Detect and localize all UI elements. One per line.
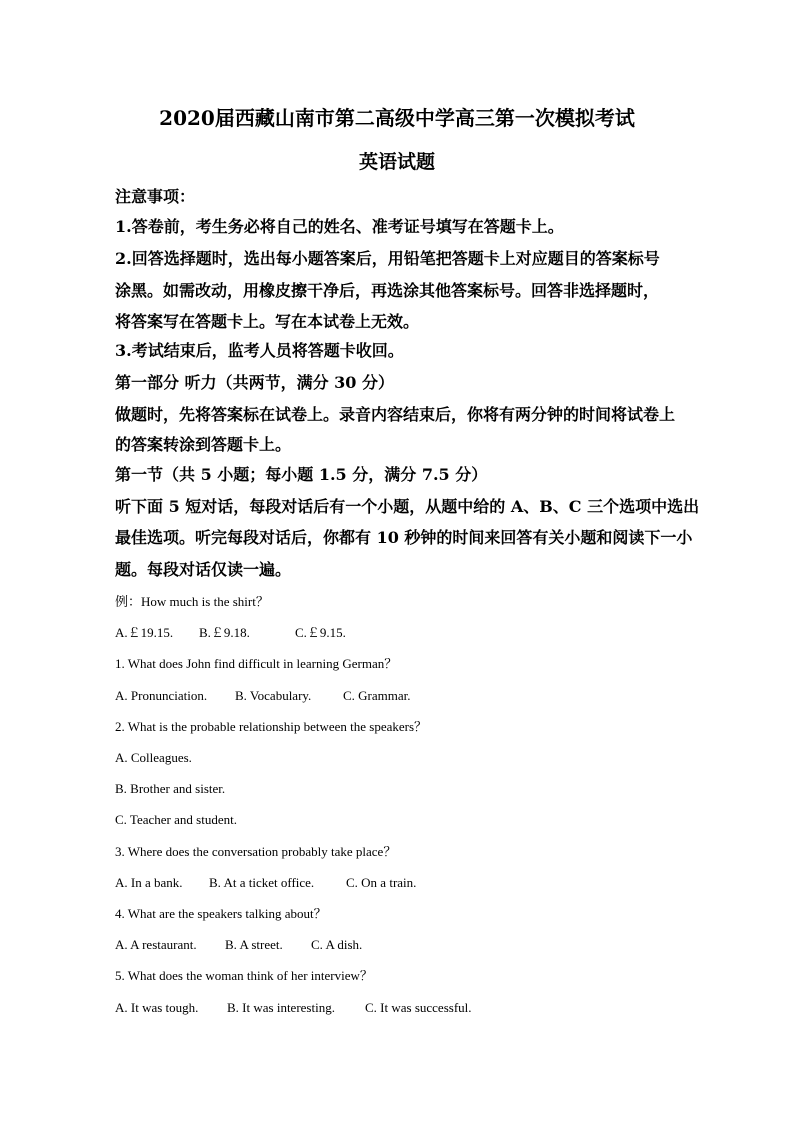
question-2-option-a: A. Colleagues. <box>115 750 192 765</box>
question-2-option-c: C. Teacher and student. <box>115 812 237 827</box>
question-3: 3. Where does the conversation probably take place？ <box>115 844 397 859</box>
option-b: B. At a ticket office. <box>209 875 315 890</box>
question-1: 1. What does John find difficult in learning German？ <box>115 656 398 671</box>
question-5-options <box>115 999 695 1017</box>
option-b: B. Vocabulary. <box>235 688 312 703</box>
question-3-options <box>115 874 695 892</box>
section1-intro-line: 听下面 5 短对话，每段对话后有一个小题，从题中给的 A、B、C 三个选项中选出 <box>115 497 700 516</box>
option-a: A.￡19.15. <box>115 625 174 640</box>
example-question: 例：How much is the shirt？ <box>115 594 269 609</box>
section1-intro-line: 最佳选项。听完每段对话后，你都有 10 秒钟的时间来回答有关小题和阅读下一小 <box>115 528 693 547</box>
option-a: A. It was tough. <box>115 1000 199 1015</box>
option-c: C. It was successful. <box>365 1000 472 1015</box>
option-c: C. Grammar. <box>343 688 411 703</box>
option-b: B. It was interesting. <box>227 1000 335 1015</box>
section1-intro-line: 题。每段对话仅读一遍。 <box>115 560 292 579</box>
question-4-options <box>115 936 695 954</box>
question-5: 5. What does the woman think of her interview？ <box>115 968 373 983</box>
option-c: C.￡9.15. <box>295 625 346 640</box>
example-options <box>115 624 695 642</box>
exam-subtitle: 英语试题 <box>358 151 435 173</box>
option-a: A. In a bank. <box>115 875 183 890</box>
notice-item: 3.考试结束后，监考人员将答题卡收回。 <box>115 341 404 360</box>
option-c: C. A dish. <box>311 937 363 952</box>
option-b: B.￡9.18. <box>199 625 250 640</box>
option-c: C. On a train. <box>346 875 417 890</box>
exam-title: 2020届西藏山南市第二高级中学高三第一次模拟考试 <box>159 106 635 130</box>
question-1-options <box>115 687 695 705</box>
notice-item: 涂黑。如需改动，用橡皮擦干净后，再选涂其他答案标号。回答非选择题时， <box>115 281 660 300</box>
option-b: B. A street. <box>225 937 283 952</box>
part1-intro-line: 的答案转涂到答题卡上。 <box>115 435 292 454</box>
part1-heading: 第一部分 听力（共两节，满分 30 分） <box>115 373 394 392</box>
notice-item: 1.答卷前，考生务必将自己的姓名、准考证号填写在答题卡上。 <box>115 217 564 236</box>
question-2: 2. What is the probable relationship between the speakers？ <box>115 719 428 734</box>
question-4: 4. What are the speakers talking about？ <box>115 906 327 921</box>
notice-heading: 注意事项： <box>115 187 196 206</box>
option-a: A. A restaurant. <box>115 937 197 952</box>
section1-heading: 第一节（共 5 小题；每小题 1.5 分，满分 7.5 分） <box>115 465 488 484</box>
option-a: A. Pronunciation. <box>115 688 208 703</box>
notice-item: 将答案写在答题卡上。写在本试卷上无效。 <box>115 312 420 331</box>
part1-intro-line: 做题时，先将答案标在试卷上。录音内容结束后，你将有两分钟的时间将试卷上 <box>115 405 676 424</box>
notice-item: 2.回答选择题时，选出每小题答案后，用铅笔把答题卡上对应题目的答案标号 <box>115 249 660 268</box>
question-2-option-b: B. Brother and sister. <box>115 781 226 796</box>
